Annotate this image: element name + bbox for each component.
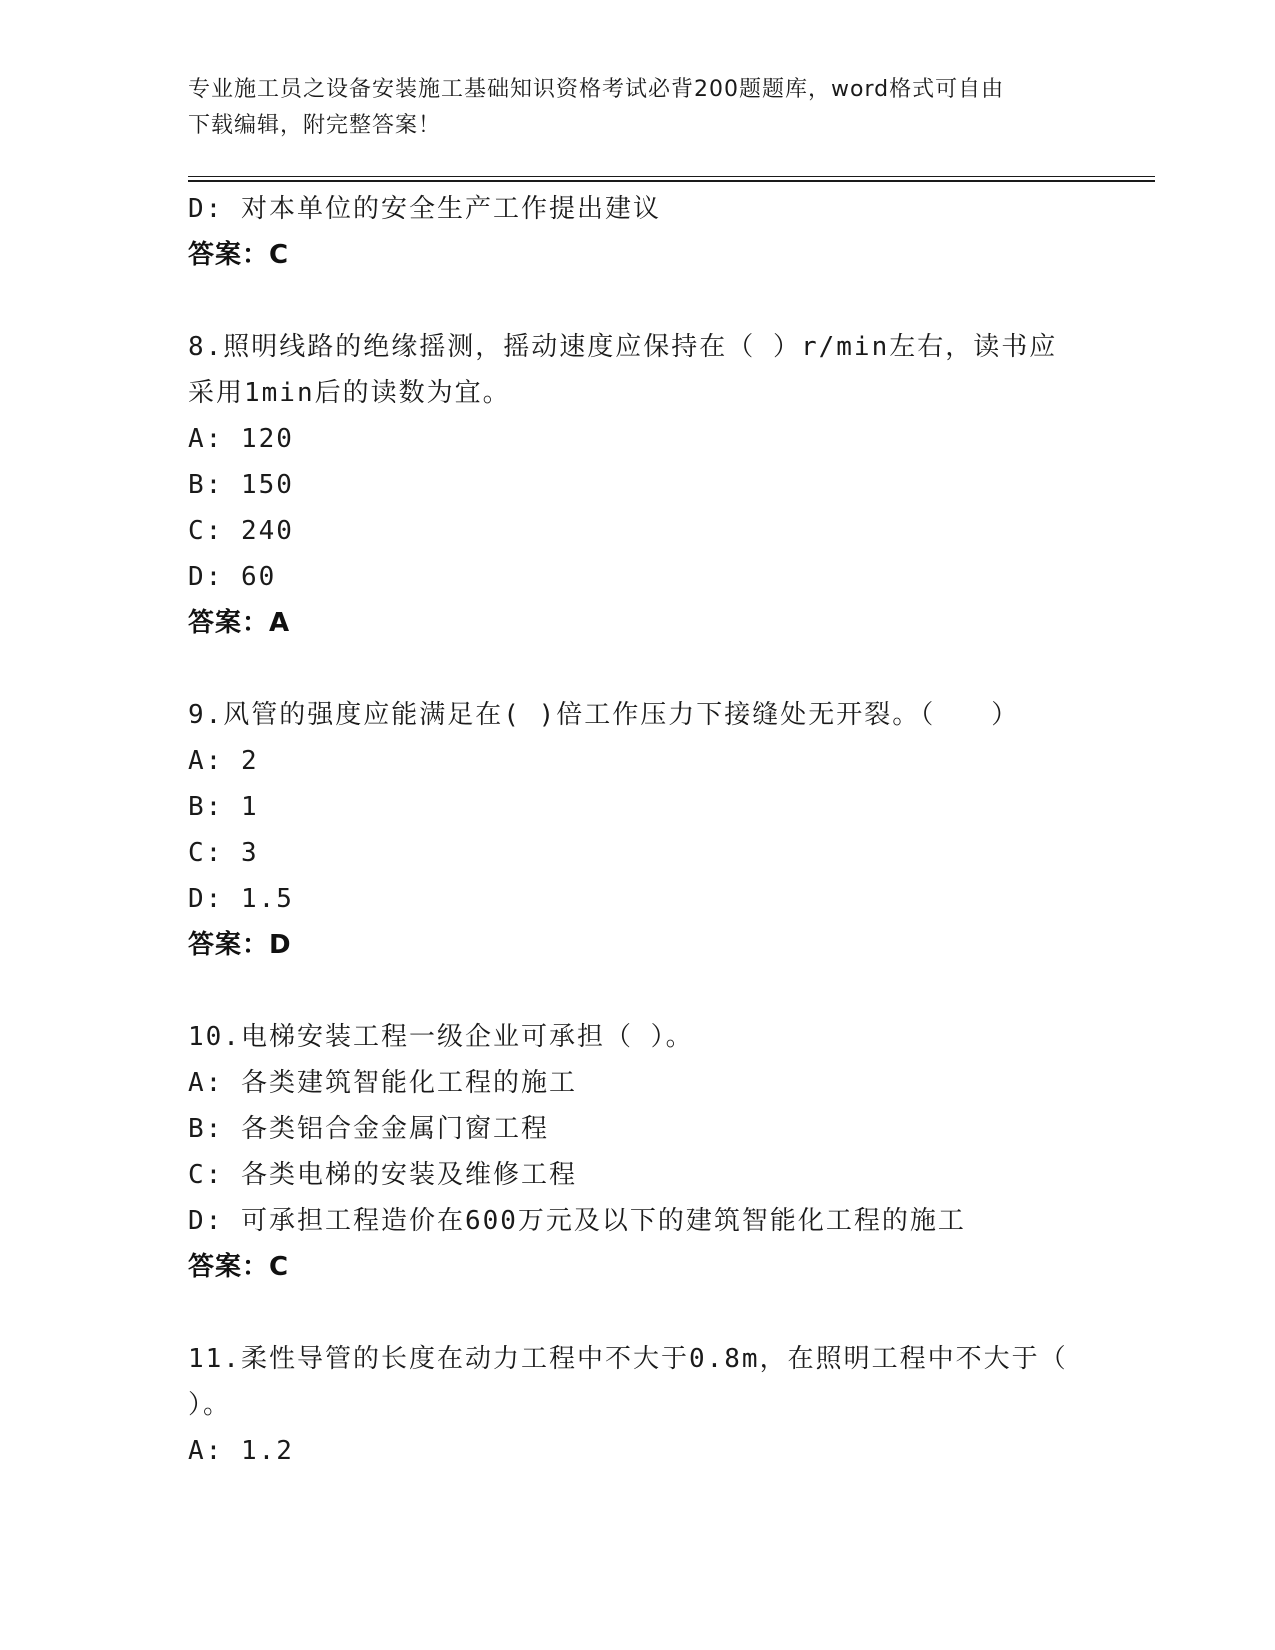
question-10 — [188, 1014, 1088, 1290]
question-10-option-d: D: 可承担工程造价在600万元及以下的建筑智能化工程的施工 — [188, 1206, 966, 1236]
spacer — [188, 1290, 1088, 1336]
question-8-answer: 答案：A — [188, 608, 291, 638]
question-10-option-b: B: 各类铝合金金属门窗工程 — [188, 1114, 549, 1144]
spacer — [188, 968, 1088, 1014]
question-11-stem-line-1: 11.柔性导管的长度在动力工程中不大于0.8m，在照明工程中不大于（ — [188, 1344, 1068, 1374]
question-8-option-a: A: 120 — [188, 424, 294, 454]
question-8-option-c: C: 240 — [188, 516, 294, 546]
question-11-option-a: A: 1.2 — [188, 1436, 294, 1466]
question-10-answer: 答案：C — [188, 1252, 290, 1282]
question-8-option-d: D: 60 — [188, 562, 277, 592]
spacer — [188, 646, 1088, 692]
question-10-option-c: C: 各类电梯的安装及维修工程 — [188, 1160, 577, 1190]
question-9-option-a: A: 2 — [188, 746, 259, 776]
question-10-stem-line-1: 10.电梯安装工程一级企业可承担（ ）。 — [188, 1022, 694, 1052]
header-title-line-2: 下载编辑，附完整答案！ — [188, 113, 442, 138]
question-9-option-d: D: 1.5 — [188, 884, 294, 914]
spacer — [188, 278, 1088, 324]
carryover-answer: 答案：C — [188, 240, 290, 270]
question-9-stem-line-1: 9.风管的强度应能满足在( )倍工作压力下接缝处无开裂。（ ） — [188, 700, 1020, 730]
question-11 — [188, 1336, 1088, 1474]
question-8-option-b: B: 150 — [188, 470, 294, 500]
header-rule-thin — [188, 176, 1155, 177]
question-8 — [188, 324, 1088, 646]
header-rule-thick — [188, 180, 1155, 182]
question-9-option-b: B: 1 — [188, 792, 259, 822]
question-9-answer: 答案：D — [188, 930, 292, 960]
carryover-option-d: D: 对本单位的安全生产工作提出建议 — [188, 194, 661, 224]
question-11-stem-line-2: ）。 — [188, 1390, 232, 1420]
header-title-line-1: 专业施工员之设备安装施工基础知识资格考试必背200题题库，word格式可自由 — [188, 77, 1005, 102]
question-9-option-c: C: 3 — [188, 838, 259, 868]
question-8-stem-line-1: 8.照明线路的绝缘摇测，摇动速度应保持在（ ）r/min左右，读书应 — [188, 332, 1058, 362]
document-header — [188, 72, 1068, 144]
question-9 — [188, 692, 1088, 968]
question-10-option-a: A: 各类建筑智能化工程的施工 — [188, 1068, 577, 1098]
question-8-stem-line-2: 采用1min后的读数为宜。 — [188, 378, 511, 408]
document-body — [188, 186, 1088, 1474]
